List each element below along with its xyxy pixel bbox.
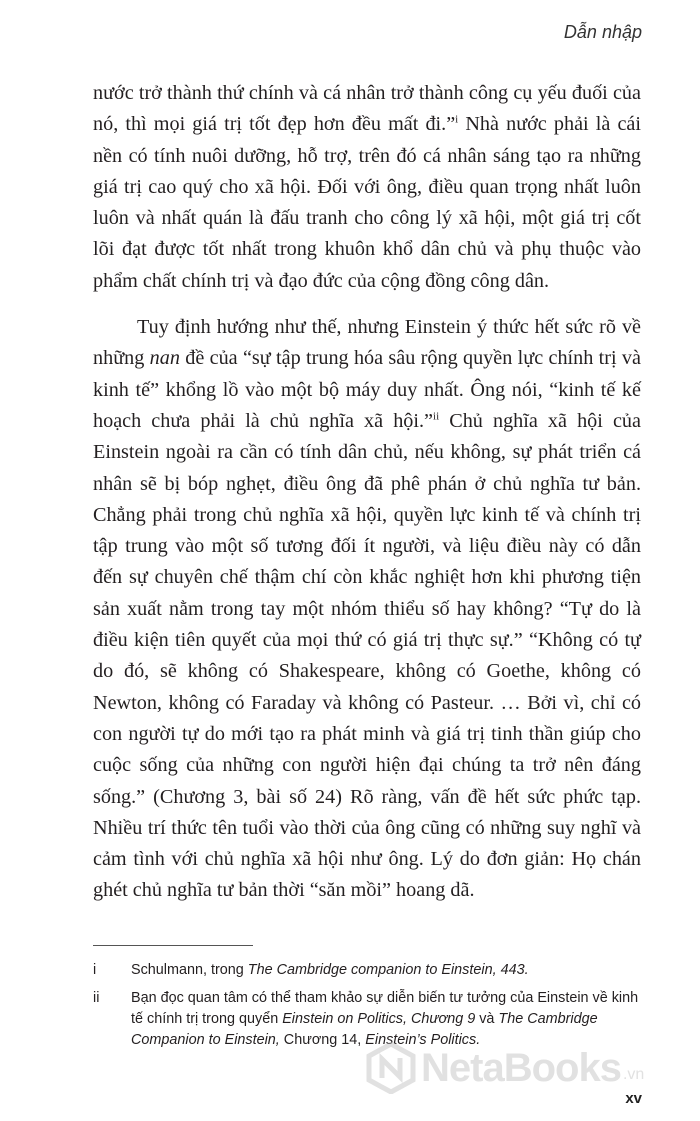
paragraph-2-text-c: Chủ nghĩa xã hội của Einstein ngoài ra cần có tính dân chủ, nếu không, sự phát triển cá nhân sẽ bị bóp nghẹt, điều ông đã phê phán ở chủ nghĩa tư bản. Chẳng phải trong chủ nghĩa xã hội, quyền lực kinh tế và chính trị tập trung vào một số tương đối ít người, và liệu điều này có dẫn đến sự chuyên chế thậm chí còn khắc nghiệt hơn khi phương tiện sản xuất nằm trong tay một nhóm thiểu số hay không? “Tự do là điều kiện tiên quyết của mọi thứ có giá trị thực sự.” “Không có tự do đó, sẽ không có Shakespeare, không có Goethe, không có Newton, không có Faraday và không có Pasteur. … Bởi vì, chỉ có con người tự do mới tạo ra phát minh và giá trị tinh thần giúp cho cuộc sống của những con người hiện đại chúng ta trở nên đáng sống.” (Chương 3, bài số 24) Rõ ràng, vấn đề hết sức phức tạp. Nhiều trí thức tên tuổi vào thời của ông cũng có những suy nghĩ và cảm tình với chủ nghĩa xã hội như ông. Lý do đơn giản: Họ chán ghét chủ nghĩa tư bản thời “săn mồi” hoang dã. xyxy=(93,409,641,902)
paragraph-1-text-continued: Nhà nước phải là cái nền có tính nuôi dưỡng, hỗ trợ, trên đó cá nhân sáng tạo ra những giá trị cao quý cho xã hội. Đối với ông, điều quan trọng nhất luôn luôn và nhất quán là đấu tranh cho công lý xã hội, một giá trị cốt lõi đạt được tốt nhất trong khuôn khổ dân chủ và phụ thuộc vào phẩm chất chính trị và đạo đức của cộng đồng công dân. xyxy=(93,113,641,292)
watermark-logo-icon xyxy=(365,1042,417,1094)
paragraph-2-text-b: đề của “sự tập trung hóa sâu rộng quyền lực chính trị và kinh tế” khổng lồ vào một bộ máy duy nhất. Ông nói, “kinh tế kế hoạch chưa phải là chủ nghĩa xã hội.” xyxy=(93,347,641,432)
paragraph-1-text: nước trở thành thứ chính và cá nhân trở thành công cụ yếu đuối của nó, thì mọi giá trị tốt đẹp hơn đều mất đi.” xyxy=(93,82,641,136)
footnote-ref-ii[interactable]: ii xyxy=(433,410,440,423)
footnote-italic-title: Einstein on Politics, Chương 9 xyxy=(282,1011,476,1027)
footnote-marker: i xyxy=(93,962,97,978)
footnote-i xyxy=(93,960,643,981)
paragraph-2 xyxy=(93,312,641,907)
paragraph-2-italic-word: nan xyxy=(149,347,180,370)
footnote-text-part: Bạn đọc quan tâm có thể tham khảo sự diễn biến tư tưởng của Einstein về kinh tế chính trị trong quyển xyxy=(131,990,639,1027)
footnote-text-part: Schulmann, trong xyxy=(131,962,248,978)
paragraph-2-text-a: Tuy định hướng như thế, nhưng Einstein ý thức hết sức rõ về những xyxy=(93,316,641,370)
watermark-suffix: .vn xyxy=(622,1066,645,1083)
footnote-italic-title: The Cambridge Companion to Einstein, xyxy=(131,1011,598,1048)
footnote-italic-title: The Cambridge companion to Einstein, 443. xyxy=(247,962,529,978)
body-text xyxy=(93,78,641,907)
footnote-text xyxy=(131,960,643,981)
footnote-italic-title: Einstein’s Politics. xyxy=(365,1032,481,1048)
footnote-text-part: và xyxy=(475,1011,499,1027)
page-number: xv xyxy=(625,1090,642,1107)
footnote-text-part: Chương 14, xyxy=(279,1032,366,1048)
footnote-ref-i[interactable]: i xyxy=(455,113,459,126)
footnote-marker: ii xyxy=(93,990,100,1006)
watermark-brand: NetaBooks xyxy=(421,1045,621,1090)
footnote-divider xyxy=(93,945,253,946)
paragraph-1 xyxy=(93,78,641,297)
running-header: Dẫn nhập xyxy=(563,22,642,42)
watermark xyxy=(365,1042,644,1094)
